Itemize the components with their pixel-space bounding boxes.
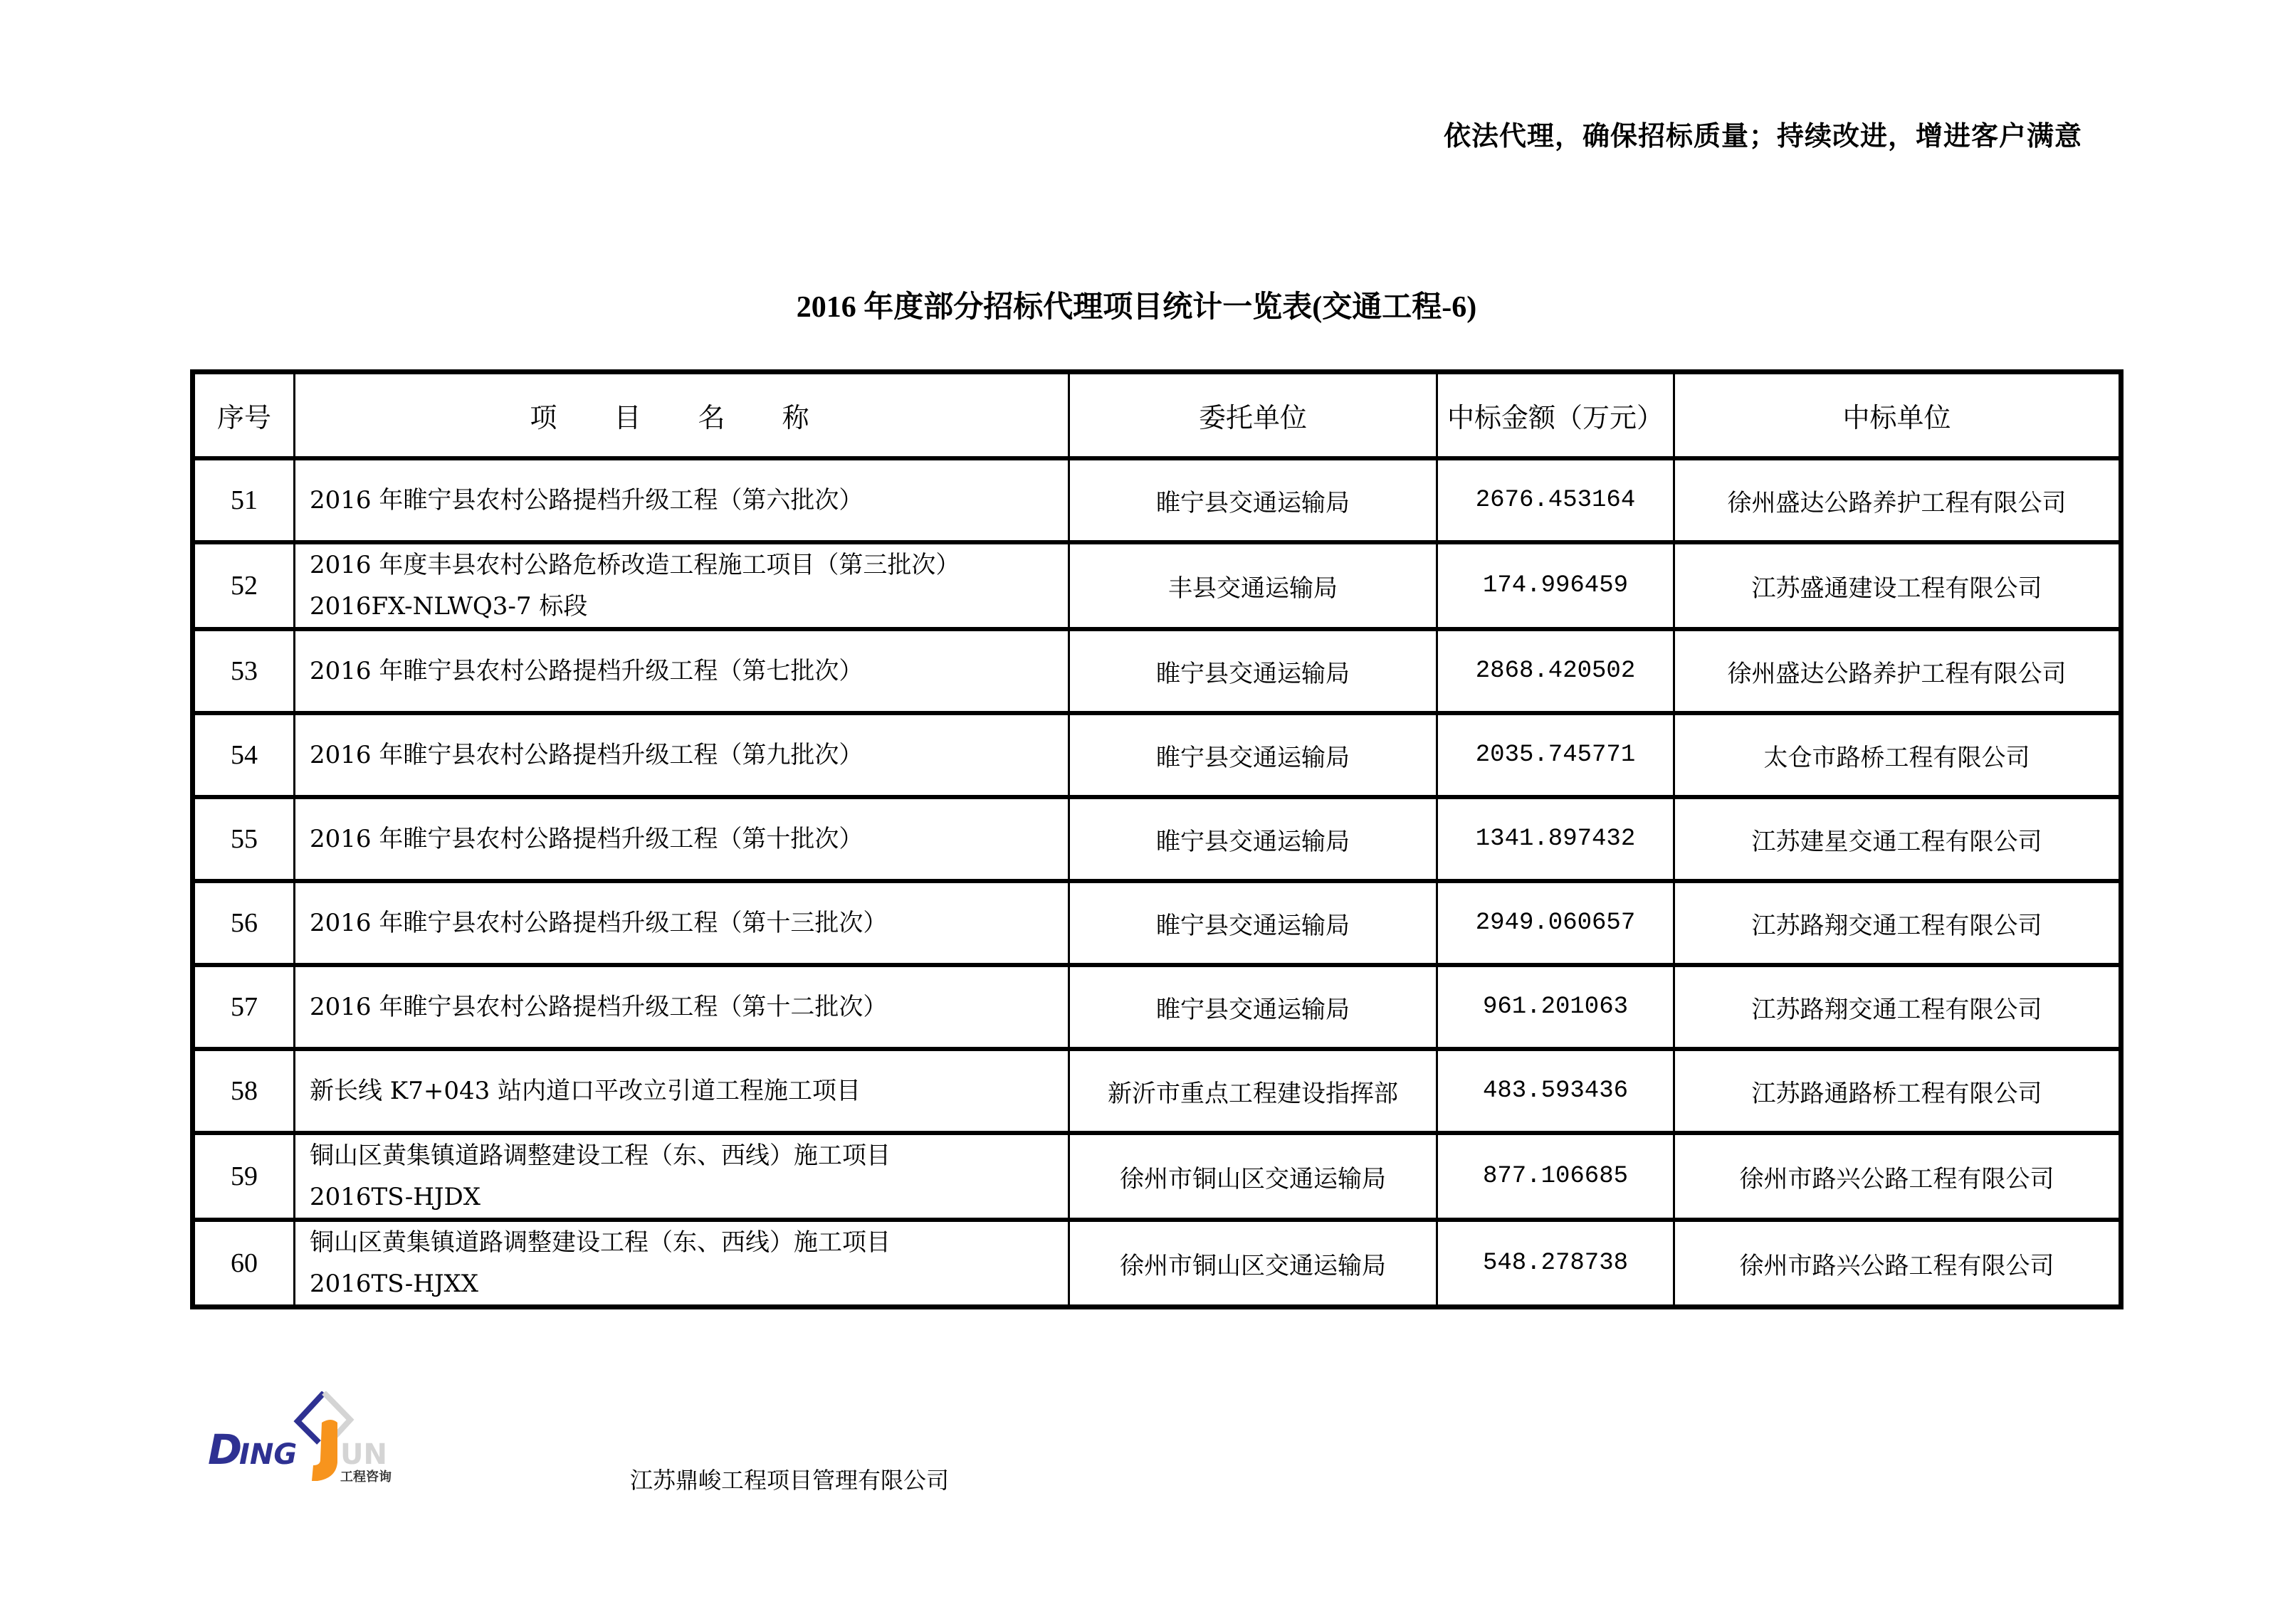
footer-company-name: 江苏鼎峻工程项目管理有限公司	[630, 1467, 950, 1494]
row-amount: 2035.745771	[1437, 713, 1674, 797]
row-project-name	[295, 965, 1069, 1049]
table-header-row	[193, 372, 2121, 459]
project-name-line: 铜山区黄集镇道路调整建设工程（东、西线）施工项目	[310, 1141, 891, 1170]
row-project-name	[295, 458, 1069, 542]
row-no: 53	[193, 629, 295, 713]
row-amount: 877.106685	[1437, 1133, 1674, 1220]
table-row	[193, 1220, 2121, 1307]
column-header-no-label: 序号	[216, 402, 271, 433]
table-row	[193, 881, 2121, 965]
row-client: 睢宁县交通运输局	[1069, 458, 1437, 542]
project-name-line: 2016 年睢宁县农村公路提档升级工程（第九批次）	[310, 741, 863, 769]
row-amount: 1341.897432	[1437, 797, 1674, 881]
column-header-amount-label: 中标金额（万元）	[1447, 402, 1664, 433]
row-project-name	[295, 1049, 1069, 1133]
dingjun-logo-icon	[206, 1391, 399, 1491]
row-client: 徐州市铜山区交通运输局	[1069, 1133, 1437, 1220]
row-winner: 江苏盛通建设工程有限公司	[1674, 542, 2121, 629]
row-project-name	[295, 542, 1069, 629]
row-amount: 961.201063	[1437, 965, 1674, 1049]
row-no: 52	[193, 542, 295, 629]
logo-text-ding: D	[208, 1425, 243, 1474]
row-winner: 徐州盛达公路养护工程有限公司	[1674, 458, 2121, 542]
svg-text:ING: ING	[239, 1438, 298, 1471]
row-winner: 江苏建星交通工程有限公司	[1674, 797, 2121, 881]
project-name-line: 2016 年睢宁县农村公路提档升级工程（第七批次）	[310, 657, 863, 685]
table-row	[193, 965, 2121, 1049]
column-header-project-name	[295, 372, 1069, 459]
row-winner: 徐州盛达公路养护工程有限公司	[1674, 629, 2121, 713]
column-header-project-name-label: 项 目 名 称	[530, 402, 834, 433]
table-row	[193, 542, 2121, 629]
row-amount: 2949.060657	[1437, 881, 1674, 965]
row-no: 54	[193, 713, 295, 797]
project-name-line: 2016 年睢宁县农村公路提档升级工程（第十三批次）	[310, 909, 888, 937]
row-amount: 2868.420502	[1437, 629, 1674, 713]
project-name-line: 2016 年睢宁县农村公路提档升级工程（第六批次）	[310, 486, 863, 515]
column-header-winner	[1674, 372, 2121, 459]
column-header-amount	[1437, 372, 1674, 459]
column-header-client-label: 委托单位	[1198, 402, 1307, 433]
row-winner: 徐州市路兴公路工程有限公司	[1674, 1133, 2121, 1220]
row-no: 58	[193, 1049, 295, 1133]
table-row	[193, 713, 2121, 797]
project-name-line: 2016 年睢宁县农村公路提档升级工程（第十批次）	[310, 825, 863, 853]
row-no: 59	[193, 1133, 295, 1220]
document-title: 2016 年度部分招标代理项目统计一览表(交通工程-6)	[796, 291, 1477, 324]
column-header-no	[193, 372, 295, 459]
column-header-winner-label: 中标单位	[1842, 402, 1951, 433]
dingjun-logo	[206, 1391, 399, 1491]
row-project-name	[295, 1220, 1069, 1307]
row-no: 55	[193, 797, 295, 881]
row-amount: 483.593436	[1437, 1049, 1674, 1133]
bid-projects-table	[190, 369, 2124, 1309]
table-row	[193, 458, 2121, 542]
row-winner: 徐州市路兴公路工程有限公司	[1674, 1220, 2121, 1307]
row-winner: 太仓市路桥工程有限公司	[1674, 713, 2121, 797]
table-row	[193, 797, 2121, 881]
row-client: 睢宁县交通运输局	[1069, 629, 1437, 713]
svg-text:工程咨询: 工程咨询	[340, 1470, 392, 1485]
row-no: 57	[193, 965, 295, 1049]
row-client: 徐州市铜山区交通运输局	[1069, 1220, 1437, 1307]
table-row	[193, 1133, 2121, 1220]
row-project-name	[295, 629, 1069, 713]
project-name-line: 2016TS-HJDX	[310, 1183, 481, 1211]
project-name-line: 2016TS-HJXX	[310, 1270, 478, 1298]
row-amount: 2676.453164	[1437, 458, 1674, 542]
table-row	[193, 629, 2121, 713]
project-name-line: 2016 年度丰县农村公路危桥改造工程施工项目（第三批次）	[310, 551, 960, 579]
row-client: 睢宁县交通运输局	[1069, 881, 1437, 965]
project-name-line: 铜山区黄集镇道路调整建设工程（东、西线）施工项目	[310, 1228, 891, 1257]
row-winner: 江苏路翔交通工程有限公司	[1674, 881, 2121, 965]
table-row	[193, 1049, 2121, 1133]
row-no: 60	[193, 1220, 295, 1307]
row-project-name	[295, 1133, 1069, 1220]
row-no: 56	[193, 881, 295, 965]
row-project-name	[295, 713, 1069, 797]
svg-text:UN: UN	[340, 1438, 387, 1471]
row-client: 新沂市重点工程建设指挥部	[1069, 1049, 1437, 1133]
project-name-line: 2016FX-NLWQ3-7 标段	[310, 592, 588, 621]
header-slogan: 依法代理，确保招标质量；持续改进，增进客户满意	[1443, 120, 2082, 152]
row-project-name	[295, 797, 1069, 881]
row-no: 51	[193, 458, 295, 542]
row-client: 睢宁县交通运输局	[1069, 965, 1437, 1049]
row-client: 睢宁县交通运输局	[1069, 713, 1437, 797]
row-winner: 江苏路通路桥工程有限公司	[1674, 1049, 2121, 1133]
column-header-client	[1069, 372, 1437, 459]
project-name-line: 2016 年睢宁县农村公路提档升级工程（第十二批次）	[310, 993, 888, 1021]
row-client: 睢宁县交通运输局	[1069, 797, 1437, 881]
row-amount: 174.996459	[1437, 542, 1674, 629]
row-client: 丰县交通运输局	[1069, 542, 1437, 629]
row-winner: 江苏路翔交通工程有限公司	[1674, 965, 2121, 1049]
row-project-name	[295, 881, 1069, 965]
row-amount: 548.278738	[1437, 1220, 1674, 1307]
project-name-line: 新长线 K7+043 站内道口平改立引道工程施工项目	[310, 1077, 861, 1105]
